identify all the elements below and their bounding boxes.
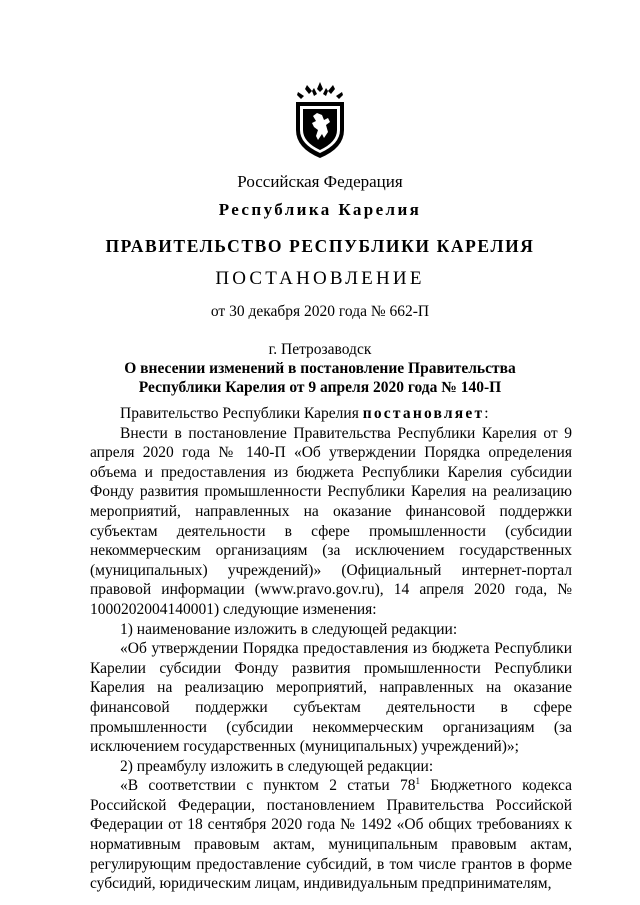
document-title-line: О внесении изменений в постановление Правительства [124, 360, 516, 377]
intro-paragraph [90, 404, 572, 424]
document-body [90, 404, 572, 894]
body-paragraph: «Об утверждении Порядка предоставления из бюджета Республики Карелии субсидии Фонду развития промышленности Республики Карелия на реализацию мероприятий, направленных на оказание финансовой поддержки субъектам деятельности в сфере промышленности (субсидии некоммерческим организациям (за исключением государственных (муниципальных) учреждений)»; [90, 640, 572, 756]
government-name: ПРАВИТЕЛЬСТВО РЕСПУБЛИКИ КАРЕЛИЯ [105, 236, 535, 256]
country-name: Российская Федерация [237, 172, 403, 191]
preamble-text-end: Бюджетного кодекса Российской Федерации, постановлением Правительства Российской Федерации от 18 сентября 2020 года № 1492 «Об общих требованиях к нормативным правовым актам, муниципальным правовым актам, регулирующим предоставление субсидий, в том числе грантов в форме субсидий, юридическим лицам, индивидуальным предпринимателям, [90, 777, 572, 893]
document-type: ПОСТАНОВЛЕНИЕ [215, 268, 425, 289]
republic-name: Республика Карелия [218, 200, 422, 219]
document-date-number: от 30 декабря 2020 года № 662-П [210, 303, 430, 320]
article-superscript: 1 [415, 776, 420, 787]
intro-suffix: : [484, 405, 489, 422]
document-title-line: Республики Карелия от 9 апреля 2020 года № 140-П [138, 379, 502, 396]
body-paragraph: Внести в постановление Правительства Республики Карелия от 9 апреля 2020 года № 140-П «Об утверждении Порядка определения объема и предоставления из бюджета Республики Карелия субсидии Фонду развития промышленности Республики Карелия на реализацию мероприятий, направленных на оказание финансовой поддержки субъектам деятельности в сфере промышленности (субсидии некоммерческим организациям (за исключением государственных (муниципальных) учреждений)» (Официальный интернет-портал правовой информации (www.pravo.gov.ru), 14 апреля 2020 года, № 1000202004140001) следующие изменения: [90, 424, 572, 618]
body-paragraph: 2) преамбулу изложить в следующей редакции: [120, 757, 434, 775]
body-paragraph [90, 776, 572, 894]
body-paragraph: 1) наименование изложить в следующей редакции: [120, 620, 458, 638]
resolves-word: постановляет [362, 405, 485, 422]
document-city: г. Петрозаводск [268, 341, 372, 358]
coat-of-arms-icon [292, 80, 348, 160]
preamble-text-start: «В соответствии с пунктом 2 статьи 78 [120, 777, 416, 795]
document-title [0, 359, 640, 397]
intro-prefix: Правительство Республики Карелия [120, 405, 363, 422]
